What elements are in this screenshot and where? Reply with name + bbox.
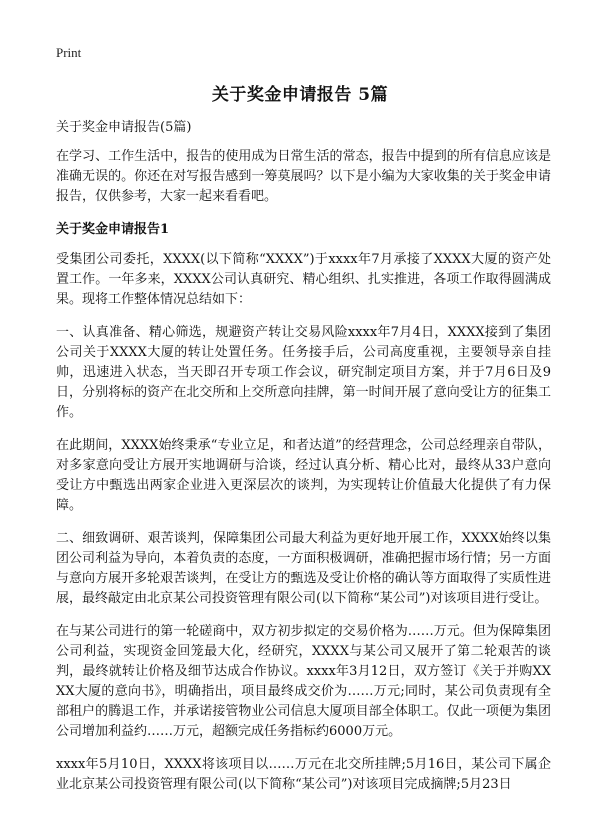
print-label: Print	[56, 45, 82, 60]
section-heading: 关于奖金申请报告1	[56, 222, 170, 237]
document-title: 关于奖金申请报告 5篇	[211, 85, 389, 105]
body-paragraph: xxxx年5月10日，XXXX将该项目以……万元在北交所挂牌;5月16日，某公司下属企业北京某公司投资管理有限公司(以下简称“某公司”)对该项目完成摘牌;5月23日	[56, 757, 551, 792]
document-subtitle: 关于奖金申请报告(5篇)	[56, 120, 192, 135]
document-body	[56, 118, 551, 808]
intro-paragraph: 在学习、工作生活中，报告的使用成为日常生活的常态，报告中提到的所有信息应该是准确无误的。你还在对写报告感到一筹莫展吗？以下是小编为大家收集的关于奖金申请报告，仅供参考，大家一起来看看吧。	[56, 149, 551, 204]
body-paragraph: 二、细致调研、艰苦谈判，保障集团公司最大利益为更好地开展工作，XXXX始终以集团公司利益为导向，本着负责的态度，一方面积极调研，准确把握市场行情；另一方面与意向方展开多轮艰苦谈判，在受让方的甄选及受让价格的确认等方面取得了实质性进展，最终敲定由北京某公司投资管理有限公司(以下简称“某公司”)对该项目进行受让。	[56, 531, 551, 606]
body-paragraph: 在此期间，XXXX始终秉承“专业立足，和者达道”的经营理念，公司总经理亲自带队，对多家意向受让方展开实地调研与洽谈，经过认真分析、精心比对，最终从33户意向受让方中甄选出两家企业进入更深层次的谈判，为实现转让价值最大化提供了有力保障。	[56, 438, 551, 513]
body-paragraph: 受集团公司委托，XXXX(以下简称“XXXX”)于xxxx年7月承接了XXXX大厦的资产处置工作。一年多来，XXXX公司认真研究、精心组织、扎实推进，各项工作取得圆满成果。现将工作整体情况总结如下：	[56, 252, 551, 307]
body-paragraph: 一、认真准备、精心筛选，规避资产转让交易风险xxxx年7月4日，XXXX接到了集团公司关于XXXX大厦的转让处置任务。任务接手后，公司高度重视，主要领导亲自挂帅，迅速进入状态，当天即召开专项工作会议，研究制定项目方案，并于7月6日及9日，分别将标的资产在北交所和上交所意向挂牌，第一时间开展了意向受让方的征集工作。	[56, 325, 551, 420]
body-paragraph: 在与某公司进行的第一轮磋商中，双方初步拟定的交易价格为……万元。但为保障集团公司利益，实现资金回笼最大化，经研究，XXXX与某公司又展开了第二轮艰苦的谈判，最终就转让价格及细节达成合作协议。xxxx年3月12日，双方签订《关于并购XXXX大厦的意向书》，明确指出，项目最终成交价为……万元;同时，某公司负责现有全部租户的腾退工作，并承诺接管物业公司信息大厦项目部全体职工。仅此一项便为集团公司增加利益约……万元，超额完成任务指标约6000万元。	[56, 624, 551, 739]
